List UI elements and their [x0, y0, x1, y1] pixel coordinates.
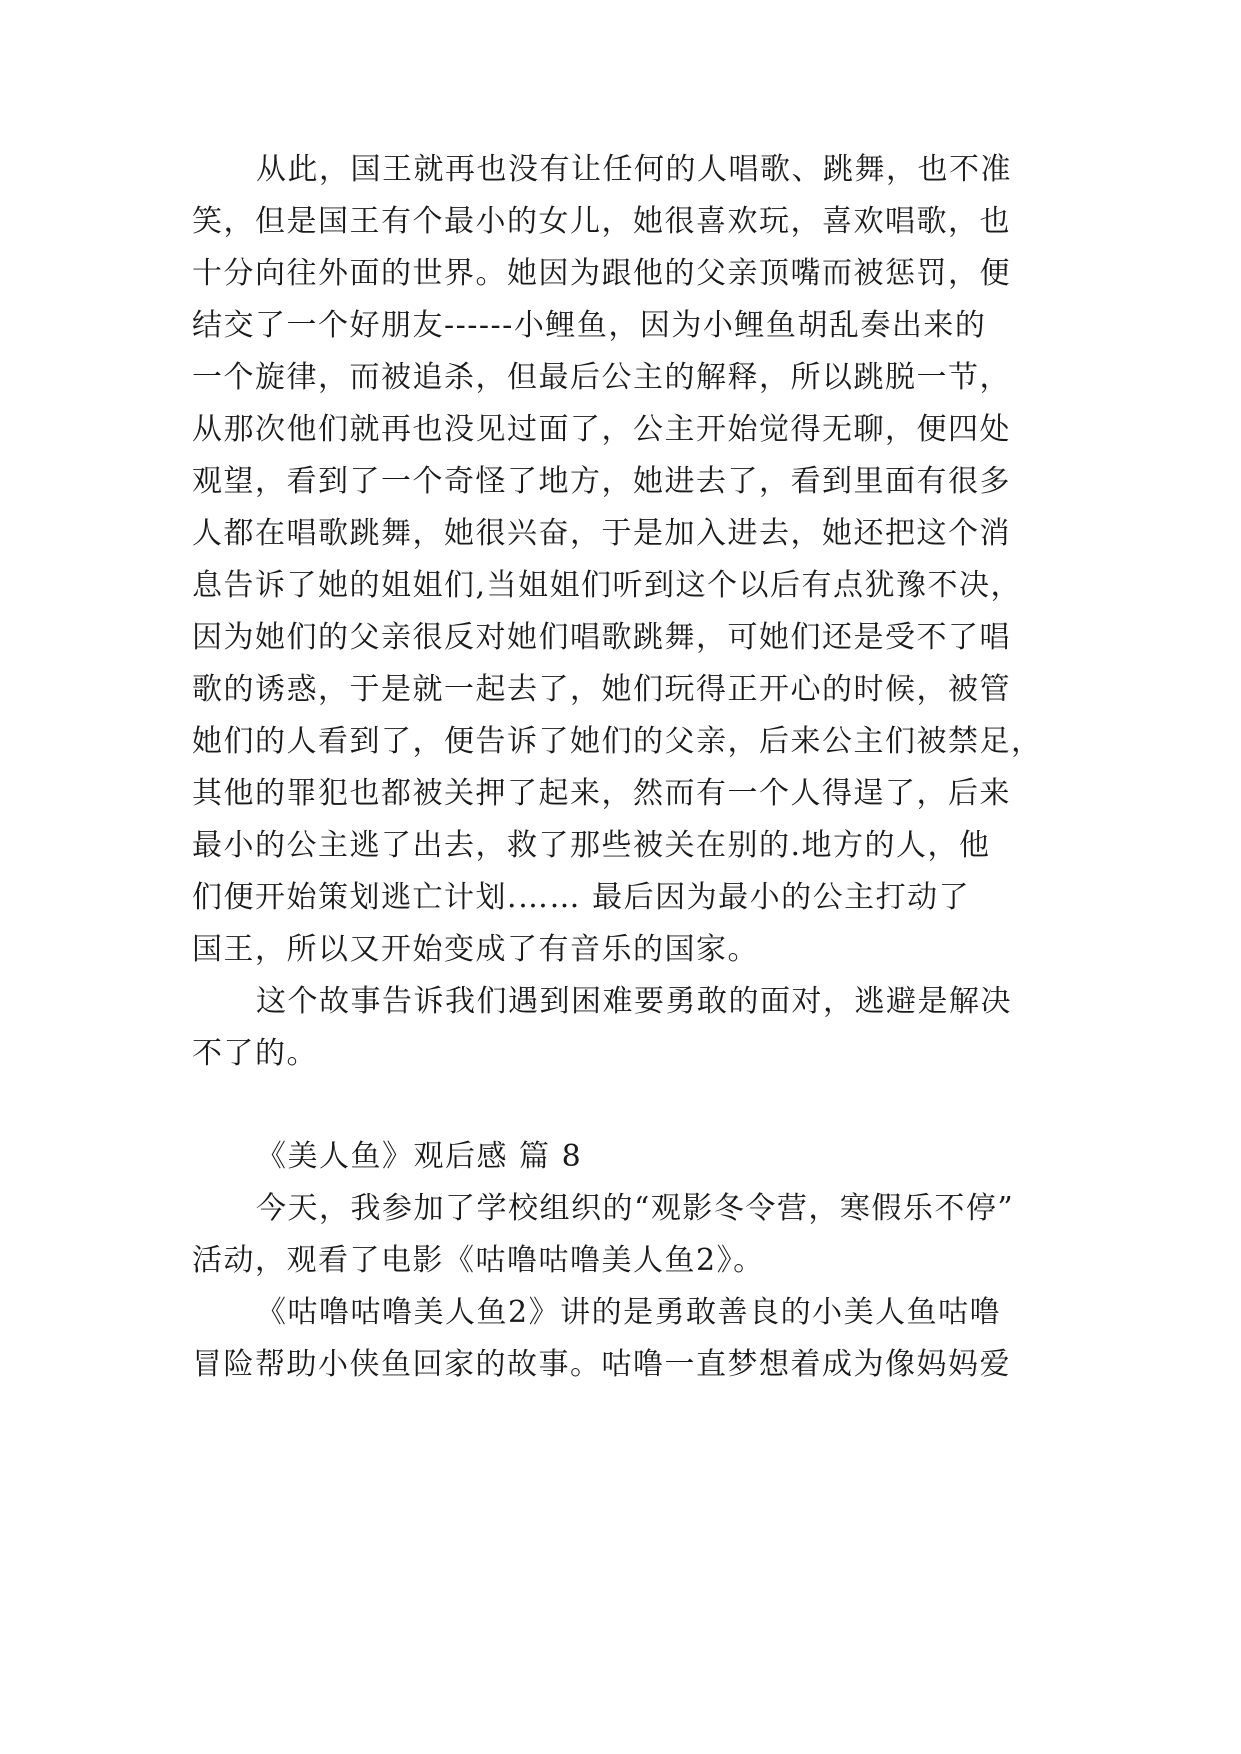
text-line: 歌的诱惑，于是就一起去了，她们玩得正开心的时候，被管 [192, 672, 1011, 707]
text-line: 息告诉了她的姐姐们,当姐姐们听到这个以后有点犹豫不决， [192, 568, 1023, 603]
text-line: 人都在唱歌跳舞，她很兴奋，于是加入进去，她还把这个消 [192, 516, 1011, 551]
text-line: 结交了一个好朋友------小鲤鱼，因为小鲤鱼胡乱奏出来的 [192, 308, 987, 343]
text-line: 今天，我参加了学校组织的“观影冬令营，寒假乐不停” [256, 1191, 1015, 1226]
section-heading: 《美人鱼》观后感 篇 8 [256, 1139, 583, 1174]
text-line: 一个旋律，而被追杀，但最后公主的解释，所以跳脱一节， [192, 360, 1011, 395]
text-line: 观望，看到了一个奇怪了地方，她进去了，看到里面有很多 [192, 464, 1011, 499]
text-line: 活动，观看了电影《咕噜咕噜美人鱼2》。 [192, 1243, 765, 1278]
text-line: 冒险帮助小侠鱼回家的故事。咕噜一直梦想着成为像妈妈爱 [192, 1347, 1011, 1382]
text-line: 十分向往外面的世界。她因为跟他的父亲顶嘴而被惩罚，便 [192, 256, 1011, 291]
text-line: 从此，国王就再也没有让任何的人唱歌、跳舞，也不准 [256, 152, 1012, 187]
text-line: 这个故事告诉我们遇到困难要勇敢的面对，逃避是解决 [256, 984, 1012, 1019]
text-line: 不了的。 [192, 1036, 318, 1071]
text-line: 国王，所以又开始变成了有音乐的国家。 [192, 932, 759, 967]
text-line: 最小的公主逃了出去，救了那些被关在别的.地方的人，他 [192, 828, 991, 863]
text-line: 因为她们的父亲很反对她们唱歌跳舞，可她们还是受不了唱 [192, 620, 1011, 655]
text-line: 笑，但是国王有个最小的女儿，她很喜欢玩，喜欢唱歌，也 [192, 204, 1011, 239]
text-line: 其他的罪犯也都被关押了起来，然而有一个人得逞了，后来 [192, 776, 1011, 811]
text-line: 从那次他们就再也没见过面了，公主开始觉得无聊，便四处 [192, 412, 1011, 447]
text-line: 《咕噜咕噜美人鱼2》讲的是勇敢善良的小美人鱼咕噜 [256, 1295, 1002, 1330]
text-line: 们便开始策划逃亡计划.…… 最后因为最小的公主打动了 [192, 880, 971, 915]
text-line: 她们的人看到了，便告诉了她们的父亲，后来公主们被禁足， [192, 724, 1043, 759]
